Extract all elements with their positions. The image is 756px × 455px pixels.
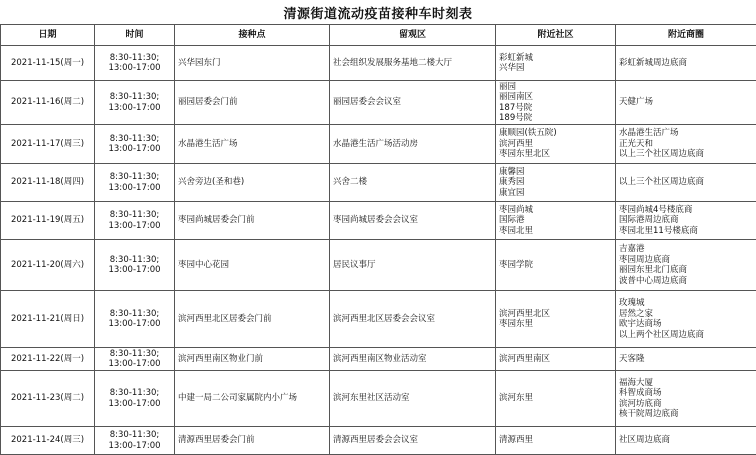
nearby-community-cell-line: 滨河西里 (499, 139, 612, 150)
time-cell-line: 13:00-17:00 (98, 265, 171, 276)
time-cell-line: 13:00-17:00 (98, 183, 171, 194)
nearby-business-cell-line: 波普中心周边底商 (619, 276, 753, 287)
nearby-business-cell-line: 以上三个社区周边底商 (619, 149, 753, 160)
nearby-business-cell-line: 滨河坊底商 (619, 399, 753, 410)
time-cell (95, 125, 175, 164)
table-row (1, 125, 756, 164)
time-cell (95, 291, 175, 348)
table-header-row (1, 25, 756, 46)
table-row (1, 371, 756, 427)
time-cell (95, 81, 175, 125)
time-cell-line: 13:00-17:00 (98, 144, 171, 155)
table-row (1, 81, 756, 125)
header-time: 时间 (95, 25, 175, 46)
nearby-community-cell (496, 164, 616, 202)
time-cell-line: 8:30-11:30; (98, 388, 171, 399)
page-title: 清源街道流动疫苗接种车时刻表 (0, 0, 756, 30)
table-row (1, 427, 756, 455)
header-observation-area: 留观区 (330, 25, 496, 46)
observation-area-cell: 兴舍二楼 (330, 164, 496, 202)
nearby-community-cell-line: 滨河西里南区 (499, 354, 612, 365)
nearby-business-cell-line: 枣园北里11号楼底商 (619, 226, 753, 237)
nearby-business-cell-line: 水晶港生活广场 (619, 128, 753, 139)
observation-area-cell: 居民议事厅 (330, 240, 496, 291)
nearby-business-cell (616, 240, 756, 291)
nearby-community-cell-line: 康秀园 (499, 177, 612, 188)
nearby-business-cell-line: 科智成商场 (619, 388, 753, 399)
time-cell-line: 8:30-11:30; (98, 309, 171, 320)
time-cell-line: 8:30-11:30; (98, 134, 171, 145)
nearby-community-cell-line: 兴华园 (499, 63, 612, 74)
time-cell (95, 240, 175, 291)
nearby-business-cell-line: 国际港周边底商 (619, 215, 753, 226)
observation-area-cell: 丽园居委会会议室 (330, 81, 496, 125)
vaccination-point-cell: 清源西里居委会门前 (175, 427, 330, 455)
date-cell: 2021-11-22(周一) (1, 348, 95, 371)
date-cell: 2021-11-15(周一) (1, 46, 95, 81)
date-cell: 2021-11-18(周四) (1, 164, 95, 202)
nearby-business-cell-line: 天健广场 (619, 97, 753, 108)
vaccination-point-cell: 兴舍旁边(圣和巷) (175, 164, 330, 202)
nearby-business-cell-line: 枣园周边底商 (619, 255, 753, 266)
header-date: 日期 (1, 25, 95, 46)
table-row (1, 291, 756, 348)
time-cell-line: 13:00-17:00 (98, 63, 171, 74)
nearby-business-cell-line: 吉嘉港 (619, 244, 753, 255)
nearby-business-cell-line: 欧宇达商场 (619, 319, 753, 330)
vaccination-point-cell: 滨河西里北区居委会门前 (175, 291, 330, 348)
nearby-community-cell-line: 枣园学院 (499, 260, 612, 271)
nearby-business-cell (616, 291, 756, 348)
nearby-community-cell (496, 46, 616, 81)
date-cell: 2021-11-17(周三) (1, 125, 95, 164)
observation-area-cell: 清源西里居委会会议室 (330, 427, 496, 455)
time-cell-line: 8:30-11:30; (98, 430, 171, 441)
nearby-community-cell (496, 125, 616, 164)
nearby-community-cell-line: 189号院 (499, 113, 612, 124)
time-cell-line: 13:00-17:00 (98, 103, 171, 114)
nearby-business-cell-line: 社区周边底商 (619, 435, 753, 446)
nearby-community-cell-line: 滨河东里 (499, 393, 612, 404)
vaccination-point-cell: 枣园尚城居委会门前 (175, 202, 330, 240)
nearby-community-cell-line: 枣园东里 (499, 319, 612, 330)
header-vaccination-point: 接种点 (175, 25, 330, 46)
nearby-business-cell-line: 以上两个社区周边底商 (619, 330, 753, 341)
date-cell: 2021-11-19(周五) (1, 202, 95, 240)
time-cell-line: 8:30-11:30; (98, 53, 171, 64)
nearby-business-cell-line: 丽园东里北门底商 (619, 265, 753, 276)
time-cell-line: 8:30-11:30; (98, 349, 171, 360)
nearby-community-cell (496, 202, 616, 240)
nearby-business-cell (616, 125, 756, 164)
nearby-business-cell-line: 以上三个社区周边底商 (619, 177, 753, 188)
nearby-business-cell-line: 正光天和 (619, 139, 753, 150)
vaccination-point-cell: 丽园居委会门前 (175, 81, 330, 125)
date-cell: 2021-11-16(周二) (1, 81, 95, 125)
header-nearby-communities: 附近社区 (496, 25, 616, 46)
nearby-community-cell-line: 康馨园 (499, 167, 612, 178)
nearby-community-cell (496, 240, 616, 291)
table-row (1, 348, 756, 371)
time-cell-line: 8:30-11:30; (98, 255, 171, 266)
time-cell-line: 13:00-17:00 (98, 399, 171, 410)
nearby-community-cell-line: 康宜园 (499, 188, 612, 199)
nearby-community-cell-line: 枣园北里 (499, 226, 612, 237)
time-cell (95, 427, 175, 455)
nearby-community-cell-line: 清源西里 (499, 435, 612, 446)
time-cell (95, 46, 175, 81)
vaccination-point-cell: 兴华园东门 (175, 46, 330, 81)
nearby-community-cell-line: 丽园 (499, 82, 612, 93)
observation-area-cell: 滨河西里北区居委会会议室 (330, 291, 496, 348)
time-cell-line: 8:30-11:30; (98, 172, 171, 183)
table-row (1, 164, 756, 202)
date-cell: 2021-11-24(周三) (1, 427, 95, 455)
nearby-community-cell (496, 81, 616, 125)
nearby-business-cell-line: 福海大厦 (619, 378, 753, 389)
vaccination-point-cell: 水晶港生活广场 (175, 125, 330, 164)
nearby-business-cell-line: 玫瑰城 (619, 298, 753, 309)
observation-area-cell: 滨河东里社区活动室 (330, 371, 496, 427)
nearby-business-cell-line: 核干院周边底商 (619, 409, 753, 420)
table-row (1, 46, 756, 81)
nearby-community-cell-line: 187号院 (499, 103, 612, 114)
time-cell-line: 13:00-17:00 (98, 441, 171, 452)
vaccination-point-cell: 枣园中心花园 (175, 240, 330, 291)
observation-area-cell: 社会组织发展服务基地二楼大厅 (330, 46, 496, 81)
nearby-business-cell-line: 彩虹新城周边底商 (619, 58, 753, 69)
date-cell: 2021-11-21(周日) (1, 291, 95, 348)
time-cell-line: 8:30-11:30; (98, 210, 171, 221)
nearby-community-cell-line: 枣园尚城 (499, 205, 612, 216)
time-cell-line: 13:00-17:00 (98, 359, 171, 370)
nearby-community-cell-line: 彩虹新城 (499, 53, 612, 64)
nearby-community-cell (496, 291, 616, 348)
time-cell (95, 202, 175, 240)
nearby-community-cell-line: 枣园东里北区 (499, 149, 612, 160)
nearby-community-cell-line: 丽园南区 (499, 92, 612, 103)
time-cell-line: 13:00-17:00 (98, 319, 171, 330)
nearby-community-cell-line: 康顺园(铁五院) (499, 128, 612, 139)
nearby-business-cell (616, 81, 756, 125)
nearby-business-cell (616, 348, 756, 371)
header-nearby-business: 附近商圈 (616, 25, 756, 46)
date-cell: 2021-11-23(周二) (1, 371, 95, 427)
nearby-community-cell (496, 348, 616, 371)
observation-area-cell: 枣园尚城居委会会议室 (330, 202, 496, 240)
time-cell-line: 13:00-17:00 (98, 221, 171, 232)
nearby-business-cell (616, 427, 756, 455)
observation-area-cell: 水晶港生活广场活动房 (330, 125, 496, 164)
vaccination-point-cell: 中建一局二公司家属院内小广场 (175, 371, 330, 427)
table-row (1, 240, 756, 291)
observation-area-cell: 滨河西里南区物业活动室 (330, 348, 496, 371)
nearby-community-cell (496, 427, 616, 455)
time-cell (95, 348, 175, 371)
table-body (1, 46, 756, 455)
nearby-business-cell-line: 居然之家 (619, 309, 753, 320)
vaccination-point-cell: 滨河西里南区物业门前 (175, 348, 330, 371)
nearby-community-cell (496, 371, 616, 427)
date-cell: 2021-11-20(周六) (1, 240, 95, 291)
time-cell (95, 371, 175, 427)
nearby-business-cell-line: 枣园尚城4号楼底商 (619, 205, 753, 216)
time-cell-line: 8:30-11:30; (98, 92, 171, 103)
nearby-business-cell (616, 164, 756, 202)
nearby-community-cell-line: 滨河西里北区 (499, 309, 612, 320)
nearby-business-cell-line: 天客隆 (619, 354, 753, 365)
nearby-business-cell (616, 46, 756, 81)
nearby-business-cell (616, 371, 756, 427)
nearby-community-cell-line: 国际港 (499, 215, 612, 226)
nearby-business-cell (616, 202, 756, 240)
time-cell (95, 164, 175, 202)
schedule-table (0, 24, 756, 455)
table-row (1, 202, 756, 240)
